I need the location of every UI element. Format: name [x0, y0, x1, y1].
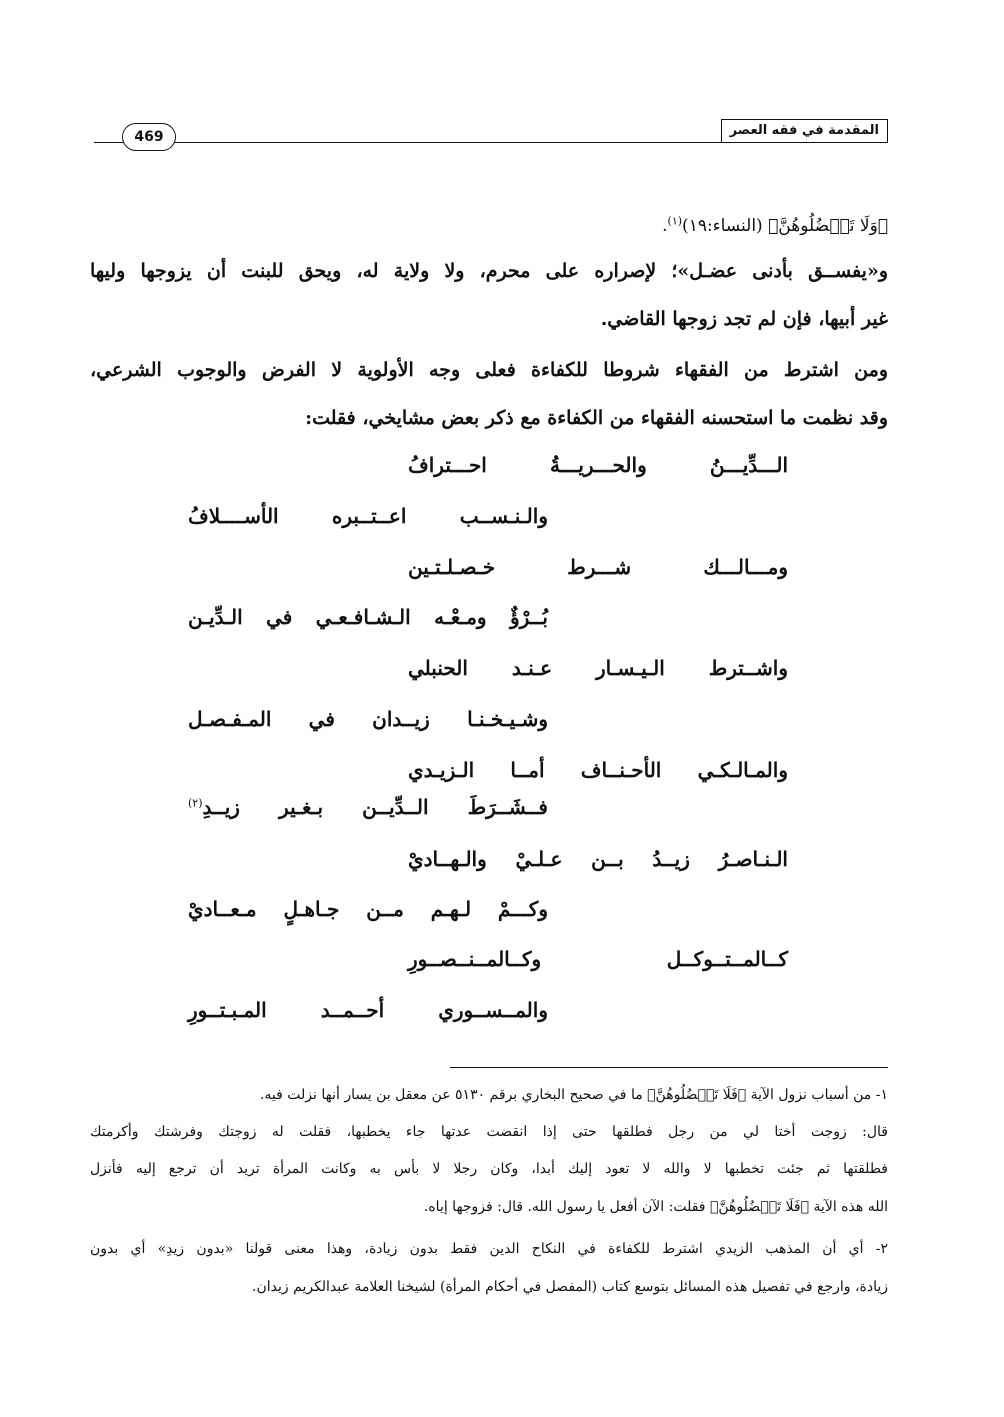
book-title: المقدمة في فقه العصر [721, 119, 888, 142]
poem-line: كــالمــتــوكــل وكــالمــنــصــورِ [408, 947, 788, 971]
paragraph-1-line-1: و«يفســق بأدنى عضـل»؛ لإصراره على محرم، ولا ولاية له، ويحق للبنت أن يزوجها وليها [90, 260, 888, 282]
footnote-text: ١- من أسباب نزول الآية [746, 1087, 888, 1103]
poem-line: الـــدِّيـــنُ والحـــريـــةُ احـــترافُ [408, 453, 788, 477]
poem-line: بُــرْؤٌ ومـعْـه الـشـافـعـي في الـدِّيـن [188, 605, 548, 629]
paragraph-2-line-2: وقد نظمت ما استحسنه الفقهاء من الكفاءة مع ذكر بعض مشايخي، فقلت: [305, 407, 888, 429]
poem-line: وكـــمْ لـهـم مــن جـاهـلٍ مـعــاديْ [188, 897, 548, 921]
poem-line: وشـيـخـنـا زيــدان في المـفـصـل [188, 707, 548, 731]
paragraph-1-line-2: غير أبيها، فإن لم تجد زوجها القاضي. [600, 308, 888, 330]
poem-line: والـنـســب اعــتــبره الأســــلافُ [188, 504, 548, 528]
footnote-text: الله هذه الآية [809, 1199, 888, 1215]
footnote-2-line-1: ٢- أي أن المذهب الزيدي اشترط للكفاءة في النكاح الدين فقط بدون زيادة، وهذا معنى قولنا «بدون زيدِ» أي بدون [90, 1241, 888, 1257]
footnote-quote: ﴿فَلَا تَعۡضُلُوهُنَّ﴾ [709, 1199, 809, 1215]
poem-line: الـنـاصـرُ زيــدُ بــن عـلـيْ والـهــاديْ [408, 847, 788, 871]
verse-citation [90, 211, 888, 241]
footnote-1-line-1 [90, 1083, 888, 1107]
footnote-1-line-4 [90, 1195, 888, 1219]
paragraph-2-line-1: ومن اشترط من الفقهاء شروطا للكفاءة فعلى وجه الأولوية لا الفرض والوجوب الشرعي، [90, 359, 888, 381]
poem-line: ومـــالـــك شـــرط خـصـلـتـين [408, 555, 788, 579]
footnote-ref-1: (١) [667, 214, 683, 228]
poem-line: واشــترط الـيـسـار عـنـد الحنبلي [408, 656, 788, 680]
footnote-separator [450, 1067, 888, 1068]
footnote-1-line-3: فطلقتها ثم جئت تخطبها لا والله لا تعود إليك أبدا، وكان رجلا لا بأس به وكانت المرأة تريد أن ترجع إليه فأنزل [90, 1161, 888, 1177]
footnote-text: فقلت: الآن أفعل يا رسول الله. قال: فزوجها إياه. [423, 1199, 710, 1215]
header-rule [94, 142, 888, 143]
verse-reference: (النساء:١٩) [682, 216, 769, 236]
poem-line-text: فــشَــرَطَ الــدِّيــن بـغـير زيــدِ [202, 795, 548, 819]
poem-line: والمـالـكـي الأحـنــاف أمــا الـزيـدي [408, 758, 788, 782]
footnote-text: ما في صحيح البخاري برقم ٥١٣٠ عن معقل بن يسار أنها نزلت فيه. [259, 1087, 648, 1103]
footnote-2-line-2: زيادة، وارجع في تفصيل هذه المسائل بتوسع كتاب (المفصل في أحكام المرأة) لشيخنا العلامة عبدالكريم زيدان. [252, 1279, 888, 1295]
running-header [94, 117, 888, 151]
verse-quote: ﴿وَلَا تَعۡضُلُوهُنَّ﴾ [768, 216, 888, 236]
poem-line [188, 792, 548, 822]
page-number: 469 [122, 123, 176, 151]
footnote-1-line-2: قال: زوجت أختا لي من رجل فطلقها حتى إذا انقضت عدتها جاء يخطبها، فقلت له زوجتك وفرشتك وأكرمتك [90, 1124, 888, 1140]
verse-end: . [662, 216, 668, 236]
footnote-ref-2: (٢) [188, 796, 203, 810]
poem-line: والمــســوري أحــمــد المـبـتــورِ [188, 998, 548, 1022]
footnote-quote: ﴿فَلَا تَعۡضُلُوهُنَّ﴾ [647, 1087, 747, 1103]
